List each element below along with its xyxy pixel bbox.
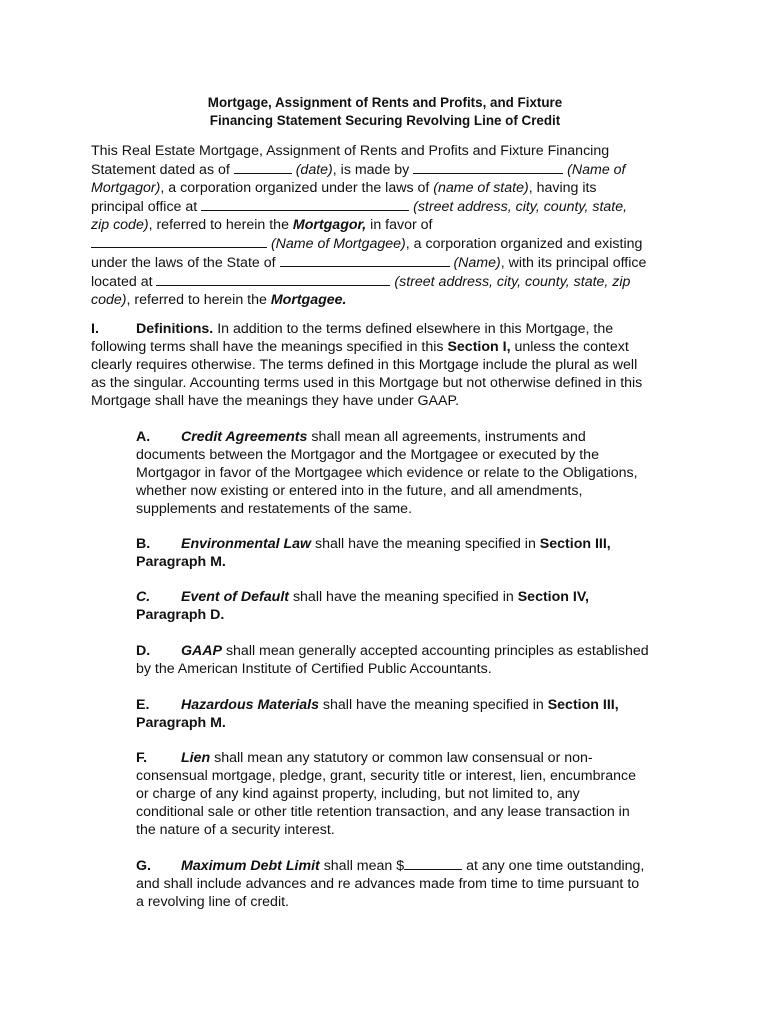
- text: following terms shall have the meanings specified in this: [91, 339, 448, 355]
- item-term: Credit Agreements: [181, 429, 308, 445]
- item-line: [136, 856, 681, 875]
- intro-line: This Real Estate Mortgage, Assignment of Rents and Profits and Fixture Financing: [91, 143, 610, 159]
- intro-paragraph: [91, 142, 686, 309]
- item-line: a revolving line of credit.: [136, 894, 289, 910]
- text: In addition to the terms defined elsewhere in this Mortgage, the: [213, 321, 614, 337]
- item-line: supplements and restatements of the same.: [136, 501, 413, 517]
- item-line: [136, 535, 681, 553]
- intro-line: [91, 272, 686, 291]
- item-line: documents between the Mortgagor and the Mortgagee or executed by the: [136, 447, 599, 463]
- item-line: [136, 696, 681, 714]
- item-label: D.: [136, 643, 151, 659]
- mortgagee-name-blank: [91, 234, 267, 248]
- definition-event-of-default: [136, 588, 681, 624]
- text: , a corporation organized under the laws of: [160, 180, 434, 196]
- text: shall have the meaning specified in: [289, 589, 518, 605]
- item-term: Maximum Debt Limit: [181, 858, 320, 874]
- mortgagor-name-blank: [413, 160, 563, 174]
- text: (name of state): [433, 180, 529, 196]
- item-line: or charge of any kind against property, including, but not limited to, any: [136, 786, 580, 802]
- text: Statement dated as of: [91, 162, 234, 178]
- title-line-1: Mortgage, Assignment of Rents and Profits, and Fixture: [207, 95, 563, 110]
- intro-line: [91, 234, 686, 253]
- section-ref: Section I,: [447, 339, 511, 355]
- text: shall mean all agreements, instruments and: [307, 429, 586, 445]
- item-term: GAAP: [181, 643, 222, 659]
- section-line: clearly requires otherwise. The terms defined in this Mortgage include the plural as well: [91, 357, 638, 373]
- text: , a corporation organized and existing: [405, 236, 643, 252]
- item-line: Paragraph D.: [136, 607, 225, 623]
- intro-line: [91, 216, 686, 234]
- item-line: [136, 642, 681, 660]
- text: zip code): [91, 217, 149, 233]
- definition-hazardous-materials: [136, 696, 681, 732]
- mortgagor-address-blank: [201, 197, 409, 211]
- section-ref: Section III,: [547, 697, 619, 713]
- intro-line: [91, 291, 686, 309]
- text: (Name of Mortgagee): [267, 236, 406, 252]
- definition-lien: [136, 749, 681, 839]
- section-ref: Section III,: [539, 536, 611, 552]
- document-title: [0, 94, 770, 129]
- item-label: A.: [136, 429, 151, 445]
- state-blank: [280, 253, 450, 267]
- item-line: and shall include advances and re advances made from time to time pursuant to: [136, 876, 640, 892]
- item-line: the nature of a security interest.: [136, 822, 335, 838]
- definition-credit-agreements: [136, 428, 681, 518]
- item-line: Paragraph M.: [136, 715, 226, 731]
- item-term: Lien: [181, 750, 211, 766]
- text: in favor of: [366, 217, 433, 233]
- item-label: B.: [136, 536, 151, 552]
- text: (street address, city, county, state, zip: [390, 274, 631, 290]
- section-line: [91, 338, 686, 356]
- text: shall have the meaning specified in: [318, 697, 548, 713]
- text: (street address, city, county, state,: [409, 199, 628, 215]
- item-line: [136, 588, 681, 606]
- item-line: [136, 749, 681, 767]
- item-line: [136, 428, 681, 446]
- intro-line: [91, 253, 686, 272]
- item-label: F.: [136, 750, 148, 766]
- text: , referred to herein the: [126, 292, 271, 308]
- text: (Name): [449, 255, 501, 271]
- text: code): [91, 292, 127, 308]
- date-blank: [234, 160, 292, 174]
- intro-line: [91, 160, 686, 179]
- item-line: Paragraph M.: [136, 554, 226, 570]
- item-line: conditional sale or other title retention transaction, and any lease transaction in: [136, 804, 630, 820]
- title-line-2: Financing Statement Securing Revolving Line of Credit: [209, 112, 561, 128]
- text: shall have the meaning specified in: [311, 536, 540, 552]
- section-line: as the singular. Accounting terms used in this Mortgage but not otherwise defined in this: [91, 375, 643, 391]
- item-label: C.: [136, 589, 151, 605]
- item-line: by the American Institute of Certified Public Accountants.: [136, 661, 492, 677]
- text: under the laws of the State of: [91, 255, 280, 271]
- text: , having its: [528, 180, 597, 196]
- text: located at: [91, 274, 157, 290]
- text: shall mean any statutory or common law consensual or non-: [210, 750, 593, 766]
- section-definitions: [91, 320, 686, 410]
- section-line: [91, 320, 686, 338]
- text: , is made by: [332, 162, 414, 178]
- text: Mortgagee.: [270, 292, 347, 308]
- text: shall mean $: [319, 858, 405, 874]
- section-number: I.: [91, 321, 99, 337]
- text: unless the context: [510, 339, 629, 355]
- section-ref: Section IV,: [517, 589, 589, 605]
- text: , with its principal office: [500, 255, 647, 271]
- intro-line: [91, 197, 686, 216]
- text: (date): [291, 162, 333, 178]
- definition-environmental-law: [136, 535, 681, 571]
- text: (Name of: [563, 162, 626, 178]
- item-label: G.: [136, 858, 151, 874]
- text: shall mean generally accepted accounting principles as established: [222, 643, 649, 659]
- text: principal office at: [91, 199, 202, 215]
- item-line: whether now existing or entered into in the future, and all amendments,: [136, 483, 583, 499]
- text: Mortgagor,: [292, 217, 367, 233]
- amount-blank: [404, 856, 462, 870]
- section-heading: Definitions.: [136, 321, 214, 337]
- item-line: Mortgagor in favor of the Mortgagee which evidence or relate to the Obligations,: [136, 465, 638, 481]
- text: Mortgagor): [91, 180, 161, 196]
- item-term: Hazardous Materials: [181, 697, 319, 713]
- mortgagee-address-blank: [156, 272, 390, 286]
- text: , referred to herein the: [148, 217, 293, 233]
- item-term: Environmental Law: [181, 536, 312, 552]
- item-line: consensual mortgage, pledge, grant, security title or interest, lien, encumbrance: [136, 768, 636, 784]
- text: at any one time outstanding,: [462, 858, 645, 874]
- item-term: Event of Default: [181, 589, 289, 605]
- section-line: Mortgage shall have the meanings they have under GAAP.: [91, 393, 460, 409]
- definition-maximum-debt-limit: [136, 856, 681, 911]
- intro-line: [91, 179, 686, 197]
- item-label: E.: [136, 697, 150, 713]
- definition-gaap: [136, 642, 681, 678]
